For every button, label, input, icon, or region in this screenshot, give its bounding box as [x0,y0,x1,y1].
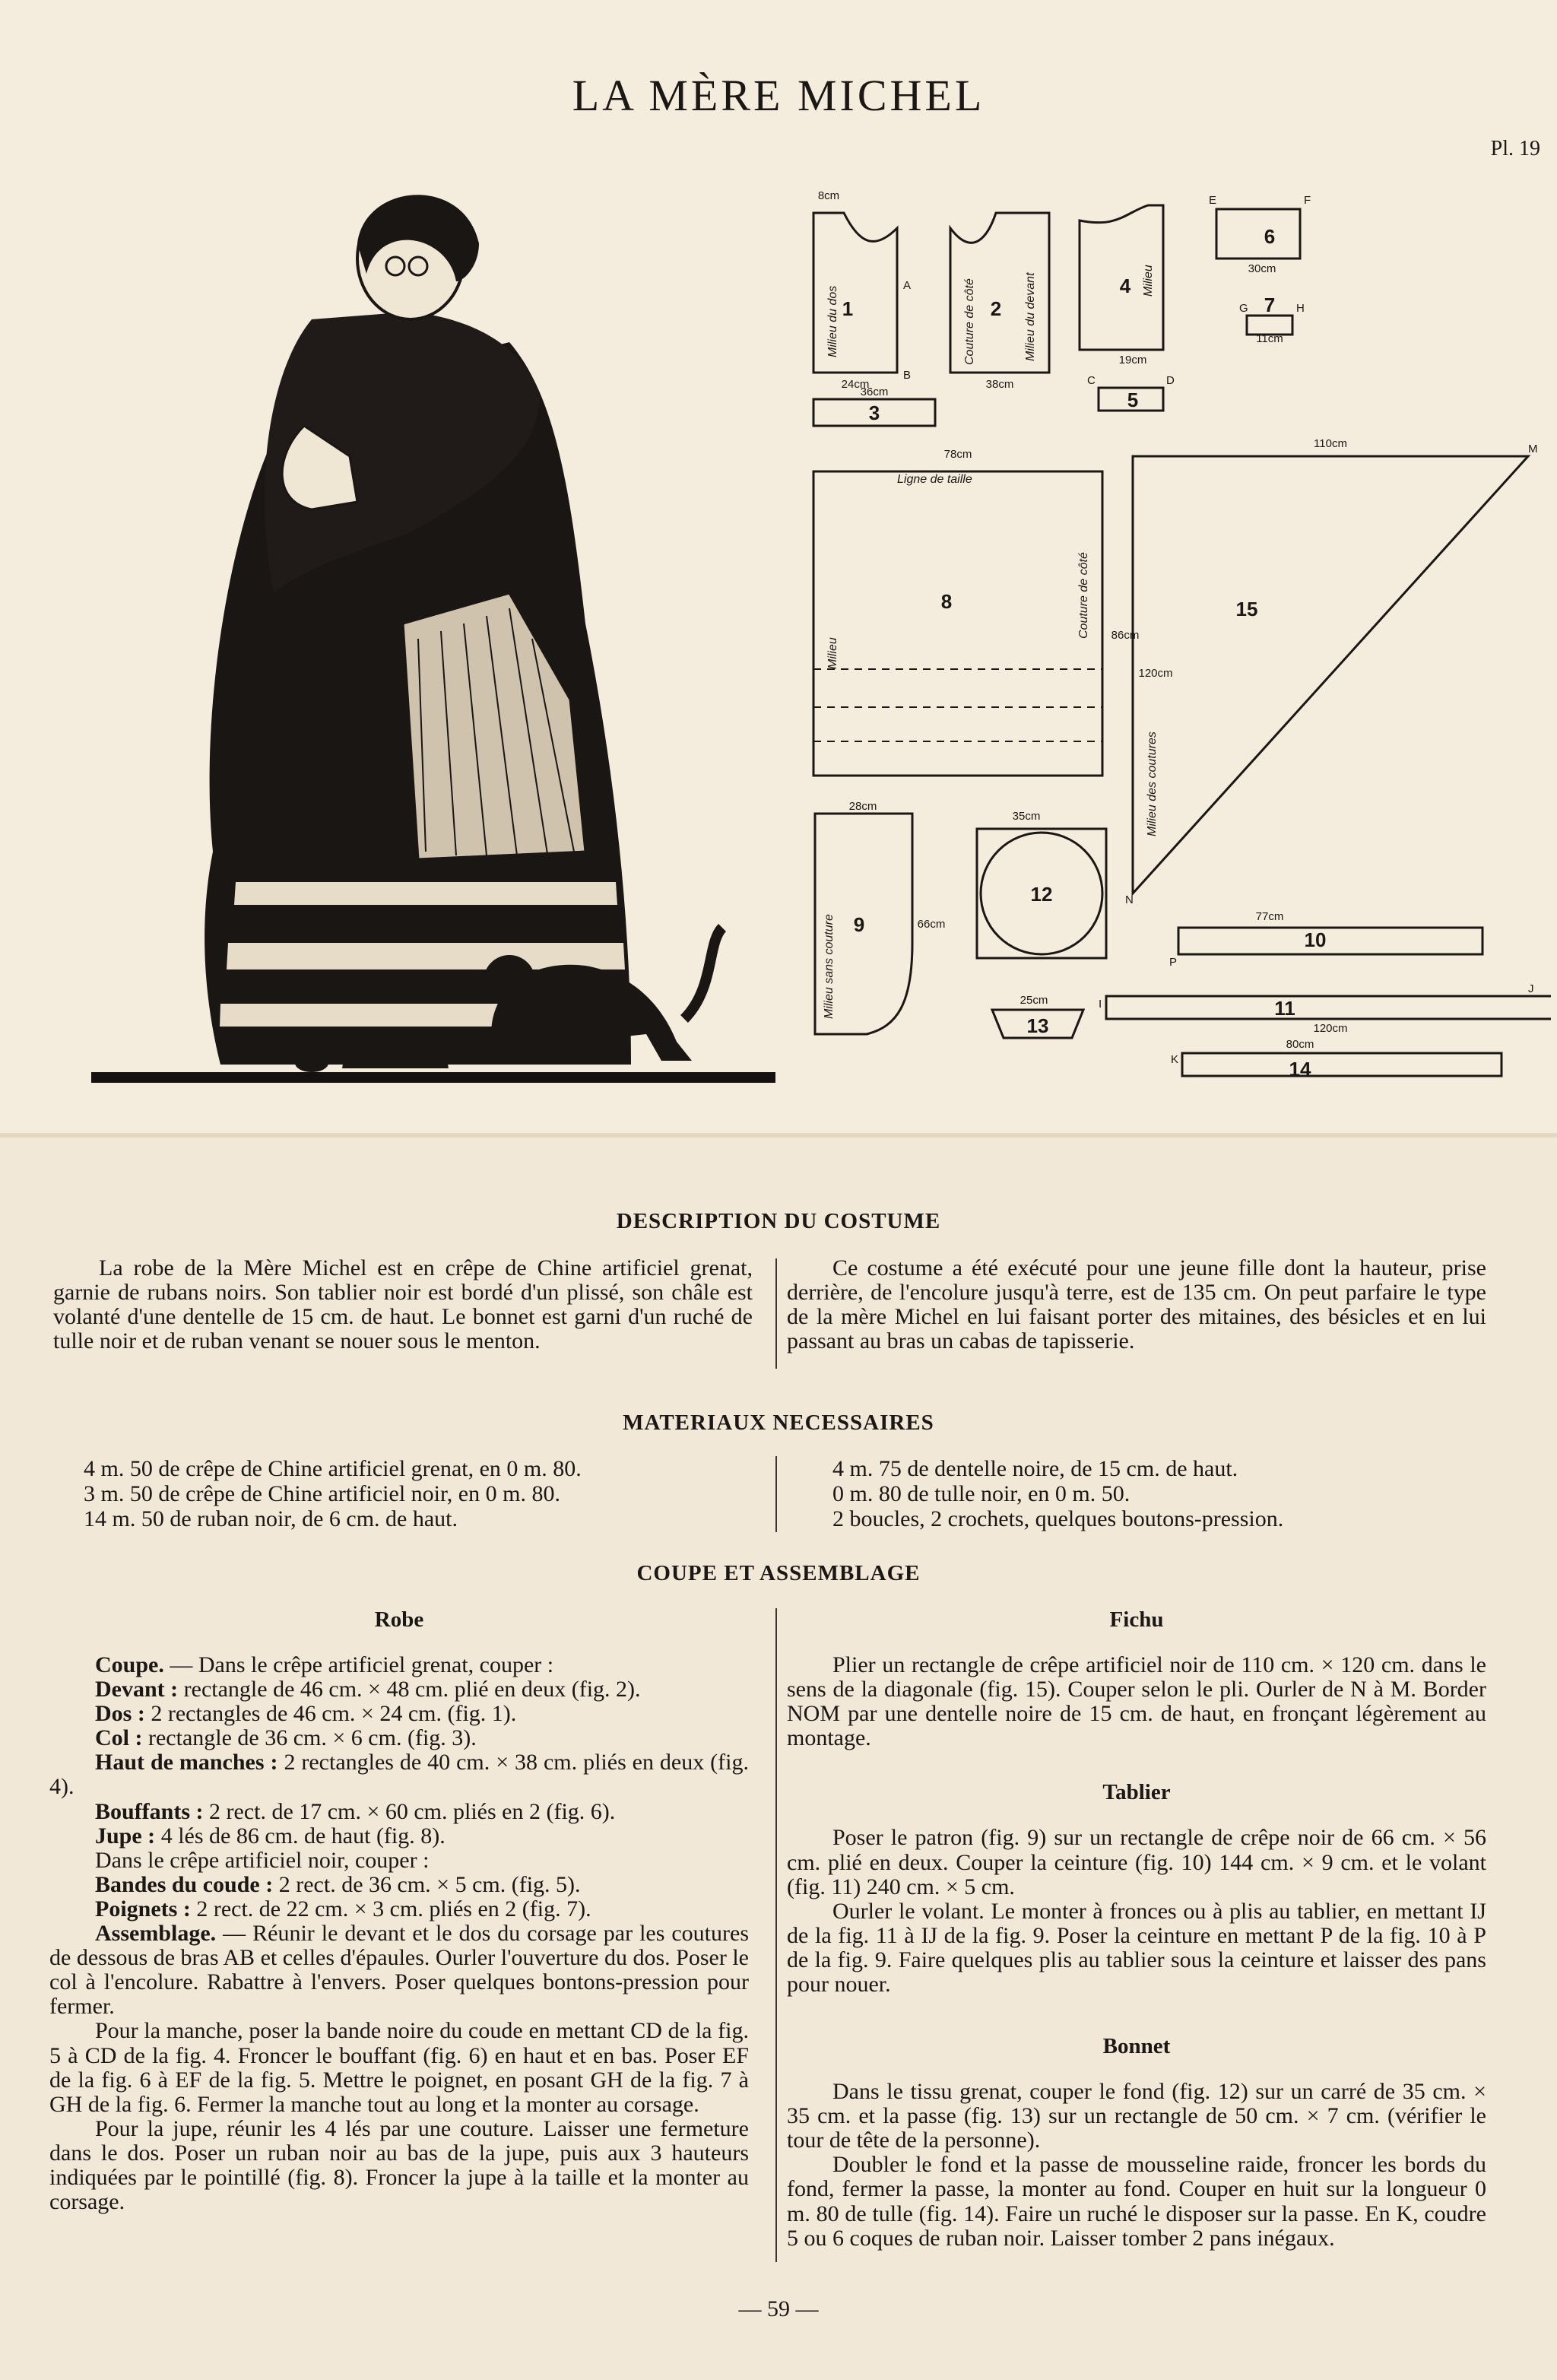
robe-coupe [49,1653,749,1677]
point-n: N [1125,893,1134,906]
item-key: Bandes du coude : [95,1871,274,1897]
materials-heading: MATERIAUX NECESSAIRES [623,1411,934,1435]
point-e: E [1209,194,1217,207]
dim-24: 24cm [841,378,870,391]
robe-item [49,1873,749,1897]
fig-label-4: 4 [1119,274,1131,297]
item-value: 2 rectangles de 46 cm. × 24 cm. (fig. 1). [151,1701,517,1727]
robe-heading: Robe [374,1607,424,1632]
robe-noir-intro: Dans le crêpe artificiel noir, couper : [95,1847,430,1873]
item-key: Devant : [95,1677,179,1702]
dim-8: 8cm [817,189,840,202]
point-k: K [1171,1053,1179,1066]
robe-assemblage [49,1921,749,2019]
dim-25: 25cm [1020,994,1048,1007]
point-b: B [903,369,912,382]
fichu-heading: Fichu [1109,1607,1164,1632]
robe-section [49,1608,749,2214]
assemblage-label: Assemblage. [95,1921,217,1947]
tablier-heading: Tablier [1102,1780,1171,1805]
dim-36: 36cm [860,386,889,398]
item-key: Bouffants : [95,1798,204,1824]
fig-label-2: 2 [990,297,1002,320]
label-couture-cote: Couture de côté [963,278,976,365]
point-g: G [1239,302,1248,315]
dim-86: 86cm [1111,629,1140,642]
item-value: 2 rectangles de 40 cm. × 38 cm. pliés en deux (fig. 4). [49,1750,749,1800]
description-left-text: La robe de la Mère Michel est en crêpe de Chine artificiel grenat, garnie de rubans noirs. Son tablier noir est bordé d'un plissé, son châle est volanté d'une dentelle de 15 cm. de haut. Le bonnet est garni d'un ruché de tulle noir et de ruban venant se nouer sous le menton. [53,1255,753,1354]
bonnet-heading: Bonnet [1102,2034,1171,2059]
fig-label-6: 6 [1264,225,1276,248]
item-key: Poignets : [95,1896,191,1921]
label-milieu-dos: Milieu du dos [826,285,839,357]
tablier-p2: Ourler le volant. Le monter à fronces ou à plis au tablier, en mettant IJ de la fig. 11 à IJ de la fig. 9. Poser la ceinture en mettant P de la fig. 10 à P de la fig. 9. Faire quelques plis au tablier sous la ceinture et laisser des pans pour nouer. [787,1898,1486,1997]
fig-label-3: 3 [868,401,880,424]
item-key: Haut de manches : [95,1750,278,1775]
point-c: C [1087,374,1096,387]
item-value: 4 lés de 86 cm. de haut (fig. 8). [160,1823,446,1848]
page-fold [0,1133,1557,1138]
dim-110: 110cm [1314,437,1347,450]
robe-item [49,1726,749,1750]
bonnet-p2: Doubler le fond et la passe de mousseline raide, froncer les bords du fond, fermer la passe, la monter au fond. Couper en huit sur la longueur 0 m. 80 de tulle (fig. 14). Faire un ruché le disposer sur la passe. En K, coudre 5 ou 6 coques de ruban noir. Laisser tomber 2 pans inégaux. [787,2152,1486,2251]
material-item: 0 m. 80 de tulle noir, en 0 m. 50. [832,1481,1130,1506]
robe-manche: Pour la manche, poser la bande noire du coude en mettant CD de la fig. 5 à CD de la fig. 4. Froncer le bouffant (fig. 6) en haut et en bas. Poser EF de la fig. 6 à EF de la fig. 5. Mettre le poignet, en posant GH de la fig. 7 à GH de la fig. 6. Fermer la manche tout au long et la monter au corsage. [49,2018,749,2117]
item-value: rectangle de 36 cm. × 6 cm. (fig. 3). [148,1725,477,1751]
dim-80: 80cm [1286,1038,1314,1051]
dim-38: 38cm [985,378,1014,391]
dim-120b: 120cm [1313,1022,1348,1035]
label-milieu-4: Milieu [1142,265,1155,297]
robe-jupe: Pour la jupe, réunir les 4 lés par une couture. Laisser une fermeture dans le dos. Poser un ruban noir au bas de la jupe, puis aux 3 hauteurs indiquées par le pointillé (fig. 8). Froncer la jupe à la taille et la monter au corsage. [49,2115,749,2215]
column-divider [775,1608,777,2262]
fig-label-12: 12 [1030,883,1053,906]
robe-item [49,1824,749,1848]
plate-number: Pl. 19 [1490,137,1540,160]
label-ligne-taille: Ligne de taille [897,473,972,486]
description-heading: DESCRIPTION DU COSTUME [616,1209,941,1233]
label-milieu-8: Milieu [826,637,839,669]
fig-label-1: 1 [842,297,854,320]
point-a: A [903,279,912,292]
robe-item [49,1897,749,1921]
description-right-text: Ce costume a été exécuté pour une jeune fille dont la hauteur, prise derrière, de l'encolure jusqu'à terre, est de 135 cm. On peut parfaire le type de la mère Michel en lui faisant porter des mitaines, des bésicles et en lui passant au bras un cabas de tapisserie. [787,1255,1486,1354]
label-milieu-devant: Milieu du devant [1024,272,1037,361]
right-assembly [787,1608,1486,2251]
material-item: 4 m. 75 de dentelle noire, de 15 cm. de haut. [832,1456,1238,1481]
point-h: H [1296,302,1305,315]
dim-30: 30cm [1248,262,1276,275]
fig-label-15: 15 [1235,598,1258,620]
fichu-text: Plier un rectangle de crêpe artificiel noir de 110 cm. × 120 cm. dans le sens de la diagonale (fig. 15). Couper selon le pli. Ourler de N à M. Border NOM par une dentelle noire de 15 cm. de haut, en fronçant légèrement au montage. [787,1652,1486,1751]
fig-label-8: 8 [940,590,953,613]
description-left [53,1256,753,1353]
pattern-diagrams [798,182,1551,1118]
materials-left [84,1456,768,1531]
mere-michel-illustration [84,167,783,1095]
point-i: I [1099,998,1102,1011]
material-item: 4 m. 50 de crêpe de Chine artificiel grenat, en 0 m. 80. [84,1456,582,1481]
dim-19: 19cm [1118,354,1147,367]
dim-77: 77cm [1255,910,1284,923]
fig-label-5: 5 [1127,389,1139,411]
tablier-p1: Poser le patron (fig. 9) sur un rectangle de crêpe noir de 66 cm. × 56 cm. plié en deux. Couper la ceinture (fig. 10) 144 cm. × 9 cm. et le volant (fig. 11) 240 cm. × 5 cm. [787,1825,1486,1899]
fig-label-9: 9 [853,913,865,936]
item-value: 2 rect. de 22 cm. × 3 cm. pliés en 2 (fig. 7). [196,1896,591,1921]
robe-item [49,1750,749,1799]
label-milieu-sans-couture: Milieu sans couture [823,914,836,1019]
fig-label-11: 11 [1274,997,1295,1020]
label-milieu-coutures: Milieu des coutures [1146,731,1159,836]
dim-66: 66cm [917,918,946,931]
item-value: 2 rect. de 17 cm. × 60 cm. pliés en 2 (fig. 6). [209,1798,616,1824]
assembly-heading: COUPE ET ASSEMBLAGE [636,1561,921,1585]
robe-item [49,1677,749,1702]
column-divider [775,1258,777,1369]
column-divider [775,1456,777,1532]
point-j: J [1528,982,1534,995]
item-key: Col : [95,1725,143,1751]
page-number: — 59 — [738,2296,819,2321]
dim-28: 28cm [848,800,877,813]
fig-label-14: 14 [1289,1058,1311,1081]
point-p: P [1169,956,1178,969]
dim-120: 120cm [1138,667,1173,680]
item-value: 2 rect. de 36 cm. × 5 cm. (fig. 5). [278,1871,581,1897]
coupe-label: Coupe. [95,1652,164,1678]
material-item: 3 m. 50 de crêpe de Chine artificiel noir, en 0 m. 80. [84,1481,560,1506]
item-key: Dos : [95,1701,145,1727]
page-title: LA MÈRE MICHEL [572,71,985,120]
fig-label-13: 13 [1026,1014,1049,1037]
bonnet-p1: Dans le tissu grenat, couper le fond (fig. 12) sur un carré de 35 cm. × 35 cm. et la passe (fig. 13) sur un rectangle de 50 cm. × 7 cm. (vérifier le tour de tête de la personne). [787,2079,1486,2153]
point-f: F [1304,194,1311,207]
fig-label-7: 7 [1264,294,1276,316]
robe-item [49,1800,749,1824]
label-couture-cote-8: Couture de côté [1077,552,1090,639]
dim-35: 35cm [1012,810,1041,823]
robe-item [49,1702,749,1726]
item-key: Jupe : [95,1823,156,1848]
dim-78: 78cm [943,448,972,461]
material-item: 2 boucles, 2 crochets, quelques boutons-pression. [832,1506,1284,1531]
assemblage-text: — Réunir le devant et le dos du corsage par les coutures de dessous de bras AB et celles d'épaules. Ourler l'ouverture du dos. Poser le col à l'encolure. Rabattre à l'envers. Poser quelques bontons-pression pour fermer. [49,1921,749,2020]
point-m: M [1528,443,1538,455]
coupe-intro: — Dans le crêpe artificiel grenat, couper : [170,1652,554,1678]
fig-label-10: 10 [1304,928,1327,951]
description-right [787,1256,1486,1353]
material-item: 14 m. 50 de ruban noir, de 6 cm. de haut. [84,1506,458,1531]
materials-right [832,1456,1517,1531]
item-value: rectangle de 46 cm. × 48 cm. plié en deux (fig. 2). [183,1677,641,1702]
point-d: D [1166,374,1175,387]
dim-11: 11cm [1256,332,1283,345]
